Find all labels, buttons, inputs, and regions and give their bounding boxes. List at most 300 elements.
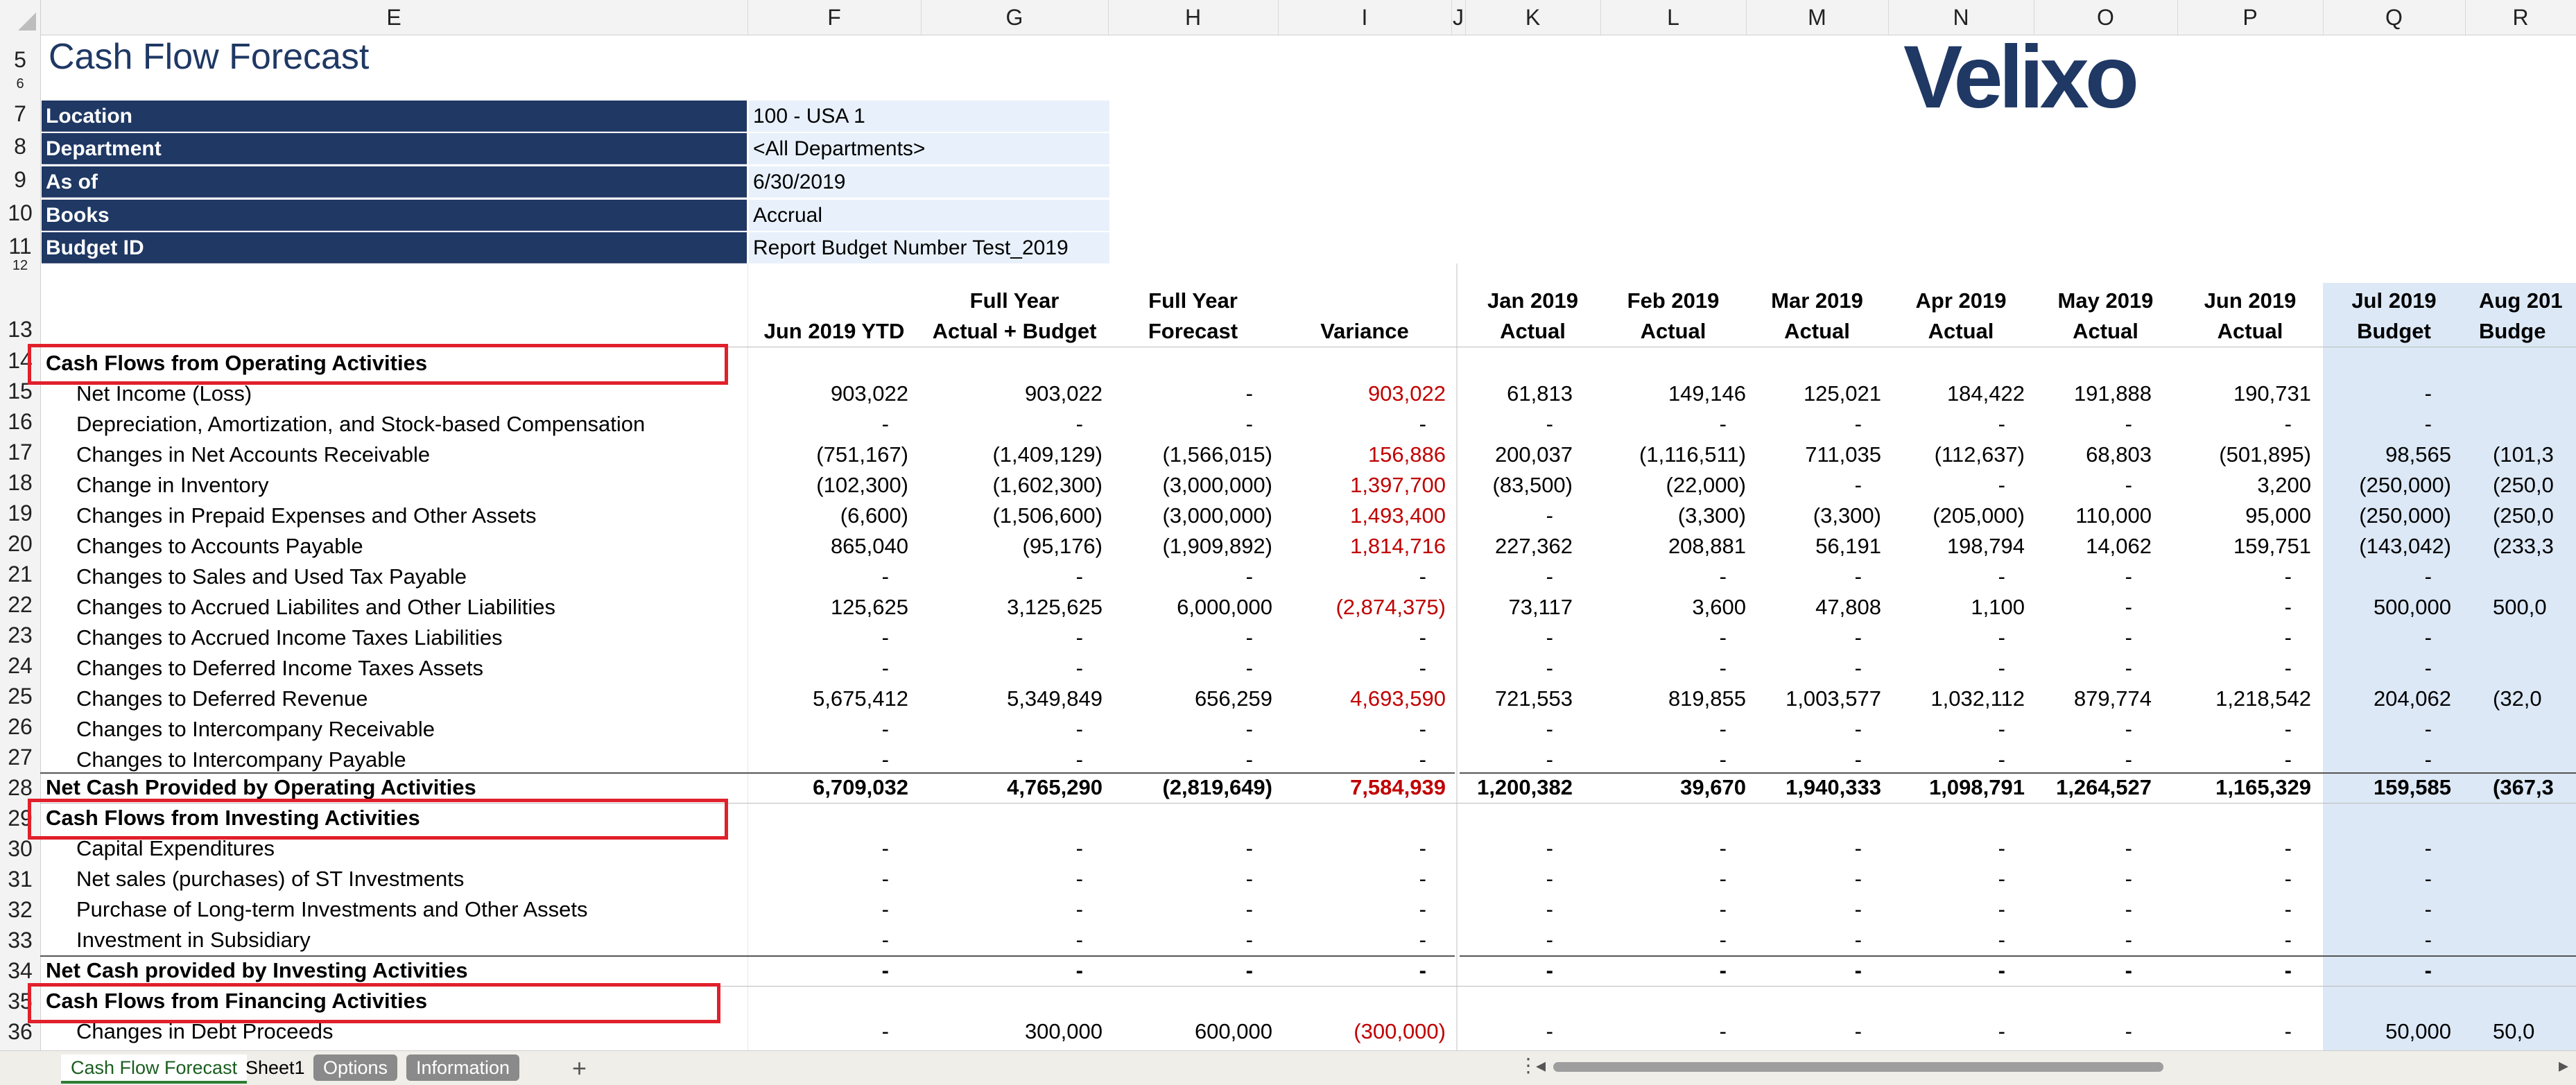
cell-value[interactable]: - [1998,747,2005,772]
cell-value[interactable]: 125,021 [1803,381,1881,406]
row-header[interactable]: 5 [14,47,26,72]
cell-value[interactable]: - [2125,412,2132,436]
row-header[interactable]: 14 [8,348,33,373]
cell-value[interactable]: - [1854,1019,1862,1043]
cell-value[interactable]: - [1075,836,1083,860]
cell-value[interactable]: (250,0 [2493,503,2554,528]
cell-value[interactable]: (1,566,015) [1162,442,1272,467]
cell-value[interactable]: - [1998,836,2005,860]
cell-value[interactable]: 903,022 [1367,381,1446,406]
cell-value[interactable]: - [1719,928,1727,952]
cell-value[interactable]: - [1998,564,2005,589]
cell-value[interactable]: 5,675,412 [813,686,908,711]
cell-value[interactable]: - [1075,958,1083,982]
cell-value[interactable]: 208,881 [1668,534,1746,558]
cell-value[interactable]: - [1854,897,1862,921]
cell-value[interactable]: - [1998,625,2005,650]
cell-value[interactable]: - [1854,412,1862,436]
row-header[interactable]: 29 [8,806,33,831]
column-header-m[interactable]: M [1746,0,1889,35]
cell-value[interactable]: 7,584,939 [1350,775,1446,799]
cell-value[interactable]: - [2125,717,2132,741]
row-header[interactable]: 17 [8,440,33,465]
cell-value[interactable]: (751,167) [816,442,908,467]
cell-value[interactable]: - [2125,867,2132,891]
cell-value[interactable]: - [881,717,889,741]
row-header[interactable]: 22 [8,592,33,617]
column-header-q[interactable]: Q [2323,0,2466,35]
cell-value[interactable]: - [1419,836,1426,860]
cell-value[interactable]: - [1546,503,1553,528]
cell-value[interactable]: - [2284,747,2292,772]
cell-value[interactable]: 6,000,000 [1177,595,1272,619]
cell-value[interactable]: - [1245,897,1253,921]
cell-value[interactable]: - [1854,656,1862,680]
cell-value[interactable]: - [1719,897,1727,921]
cell-value[interactable]: 1,940,333 [1786,775,1881,799]
table-row[interactable] [40,684,2576,714]
row-header[interactable]: 9 [14,167,26,192]
cell-value[interactable]: 1,032,112 [1930,686,2025,711]
cell-value[interactable]: - [1998,928,2005,952]
cell-value[interactable]: 159,751 [2233,534,2311,558]
row-header[interactable]: 7 [14,101,26,126]
cell-value[interactable]: 110,000 [2075,503,2152,528]
cell-value[interactable]: 14,062 [2086,534,2152,558]
cell-value[interactable]: - [1419,564,1426,589]
tab-information[interactable]: Information [406,1054,519,1081]
cell-value[interactable]: - [1245,747,1253,772]
tab-sheet1[interactable]: Sheet1 [245,1057,305,1078]
cell-value[interactable]: - [2424,897,2432,921]
cell-value[interactable]: (2,819,649) [1162,775,1272,799]
table-row[interactable] [40,745,2576,775]
cell-value[interactable]: 98,565 [2385,442,2451,467]
info-label-department[interactable]: Department [42,133,747,164]
table-row[interactable] [40,562,2576,592]
cell-value[interactable]: - [1546,564,1553,589]
cell-value[interactable]: - [1546,867,1553,891]
row-header[interactable]: 34 [8,958,33,983]
row-header[interactable]: 25 [8,684,33,709]
cell-value[interactable]: - [2125,625,2132,650]
table-row[interactable] [40,440,2576,470]
more-icon[interactable]: ⋮ [1519,1054,1538,1076]
row-header[interactable]: 31 [8,867,33,892]
cell-value[interactable]: - [1245,564,1253,589]
cell-value[interactable]: 3,125,625 [1007,595,1103,619]
cell-value[interactable]: - [1998,656,2005,680]
row-header[interactable]: 19 [8,501,33,526]
cell-value[interactable]: 1,264,527 [2056,775,2152,799]
cell-value[interactable]: - [1546,836,1553,860]
row-header[interactable]: 10 [8,200,33,225]
cell-value[interactable]: - [2284,625,2292,650]
cell-value[interactable]: - [2125,564,2132,589]
cell-value[interactable]: 819,855 [1668,686,1746,711]
cell-value[interactable]: - [1245,836,1253,860]
cell-value[interactable]: - [1075,625,1083,650]
cell-value[interactable]: - [2424,747,2432,772]
cell-value[interactable]: 721,553 [1494,686,1573,711]
info-label-location[interactable]: Location [42,101,747,132]
cell-value[interactable]: - [1998,717,2005,741]
row-header[interactable]: 33 [8,928,33,953]
cell-value[interactable]: - [1419,717,1426,741]
table-row[interactable] [40,470,2576,501]
cell-value[interactable]: - [2424,867,2432,891]
cell-value[interactable]: 500,000 [2373,595,2451,619]
cell-value[interactable]: 1,100 [1971,595,2025,619]
row-header[interactable]: 30 [8,836,33,861]
cell-value[interactable]: - [1854,625,1862,650]
cell-value[interactable]: 1,003,577 [1786,686,1881,711]
table-row[interactable] [40,894,2576,925]
column-header-f[interactable]: F [747,0,922,35]
cell-value[interactable]: - [1546,656,1553,680]
cell-value[interactable]: (83,500) [1492,473,1573,497]
info-label-books[interactable]: Books [42,200,747,231]
cell-value[interactable]: 159,585 [2373,775,2451,799]
cell-value[interactable]: (250,000) [2359,503,2451,528]
cell-value[interactable]: - [1419,897,1426,921]
table-row[interactable] [40,409,2576,440]
column-header-j[interactable]: J [1451,0,1466,35]
cell-value[interactable]: (102,300) [816,473,908,497]
cell-value[interactable]: - [1998,473,2005,497]
info-label-budget-id[interactable]: Budget ID [42,232,747,263]
column-header-o[interactable]: O [2034,0,2178,35]
cell-value[interactable]: 656,259 [1194,686,1272,711]
cell-value[interactable]: (3,000,000) [1162,473,1272,497]
row-header[interactable]: 35 [8,989,33,1014]
cell-value[interactable]: - [1719,717,1727,741]
cell-value[interactable]: - [1419,958,1426,982]
cell-value[interactable]: - [1419,747,1426,772]
scroll-right-icon[interactable]: ▸ [2559,1054,2569,1076]
cell-value[interactable]: - [1719,747,1727,772]
cell-value[interactable]: - [2424,717,2432,741]
cell-value[interactable]: 1,493,400 [1350,503,1446,528]
cell-value[interactable]: 190,731 [2233,381,2311,406]
cell-value[interactable]: (143,042) [2359,534,2451,558]
cell-value[interactable]: 50,0 [2493,1019,2535,1043]
cell-value[interactable]: - [2284,1019,2292,1043]
cell-value[interactable]: (250,000) [2359,473,2451,497]
cell-value[interactable]: - [2284,897,2292,921]
cell-value[interactable]: 600,000 [1194,1019,1272,1043]
column-header-l[interactable]: L [1600,0,1747,35]
cell-value[interactable]: 184,422 [1946,381,2025,406]
cell-value[interactable]: 1,098,791 [1929,775,2025,799]
column-header-p[interactable]: P [2177,0,2324,35]
cell-value[interactable]: - [1245,625,1253,650]
cell-value[interactable]: - [2284,867,2292,891]
cell-value[interactable]: 61,813 [1507,381,1573,406]
add-sheet-button[interactable]: + [572,1054,587,1082]
cell-value[interactable]: 500,0 [2493,595,2547,619]
cell-value[interactable]: - [881,656,889,680]
cell-value[interactable]: 3,600 [1692,595,1746,619]
cell-value[interactable]: 125,625 [830,595,908,619]
cell-value[interactable]: - [1075,412,1083,436]
cell-value[interactable]: 4,693,590 [1350,686,1446,711]
cell-value[interactable]: (205,000) [1933,503,2025,528]
row-header[interactable]: 16 [8,409,33,434]
cell-value[interactable]: - [1245,381,1253,406]
cell-value[interactable]: - [881,564,889,589]
cell-value[interactable]: 1,397,700 [1350,473,1446,497]
row-header[interactable]: 32 [8,897,33,922]
cell-value[interactable]: - [1854,717,1862,741]
cell-value[interactable]: 47,808 [1815,595,1881,619]
cell-value[interactable]: (367,3 [2493,775,2554,799]
cell-value[interactable]: 4,765,290 [1007,775,1103,799]
cell-value[interactable]: - [881,867,889,891]
row-header[interactable]: 8 [14,134,26,159]
cell-value[interactable]: - [1546,625,1553,650]
column-header-n[interactable]: N [1888,0,2034,35]
cell-value[interactable]: - [1719,958,1727,982]
cell-value[interactable]: - [1419,656,1426,680]
table-row[interactable] [40,925,2576,955]
cell-value[interactable]: - [2424,564,2432,589]
cell-value[interactable]: 156,886 [1367,442,1446,467]
cell-value[interactable]: - [1245,717,1253,741]
cell-value[interactable]: - [2424,412,2432,436]
cell-value[interactable]: 1,814,716 [1350,534,1446,558]
row-header[interactable]: 11 [8,234,32,259]
cell-value[interactable]: 1,165,329 [2215,775,2311,799]
info-value-as-of[interactable]: 6/30/2019 [749,166,1109,198]
cell-value[interactable]: - [1719,412,1727,436]
cell-value[interactable]: - [1075,747,1083,772]
cell-value[interactable]: - [2284,656,2292,680]
cell-value[interactable]: - [1854,473,1862,497]
cell-value[interactable]: - [2424,625,2432,650]
cell-value[interactable]: - [881,625,889,650]
cell-value[interactable]: - [881,836,889,860]
report-title[interactable]: Cash Flow Forecast [49,37,370,77]
cell-value[interactable]: - [1075,656,1083,680]
row-header[interactable]: 27 [8,745,33,770]
row-header[interactable]: 6 [16,76,24,92]
cell-value[interactable]: 95,000 [2245,503,2311,528]
cell-value[interactable]: - [1419,928,1426,952]
cell-value[interactable]: 3,200 [2257,473,2311,497]
cell-value[interactable]: - [2125,958,2132,982]
cell-value[interactable]: - [1719,625,1727,650]
row-header[interactable]: 13 [8,317,33,342]
cell-value[interactable]: - [2125,656,2132,680]
cell-value[interactable]: - [1419,867,1426,891]
tab-cash-flow-forecast[interactable]: Cash Flow Forecast [61,1054,247,1084]
table-row[interactable] [40,714,2576,745]
cell-value[interactable]: - [2284,717,2292,741]
cell-value[interactable]: - [1075,897,1083,921]
row-header[interactable]: 23 [8,623,33,648]
row-header[interactable]: 36 [8,1019,33,1044]
cell-value[interactable]: - [1998,958,2005,982]
cell-value[interactable]: - [1719,1019,1727,1043]
cell-value[interactable]: (1,116,511) [1639,442,1746,467]
cell-value[interactable]: 68,803 [2086,442,2152,467]
cell-value[interactable]: 5,349,849 [1007,686,1103,711]
cell-value[interactable]: - [1719,656,1727,680]
cell-value[interactable]: - [2125,473,2132,497]
table-row[interactable] [40,833,2576,864]
cell-value[interactable]: - [2284,595,2292,619]
table-row[interactable] [40,653,2576,684]
row-header[interactable]: 12 [12,258,28,273]
cell-value[interactable]: (1,506,600) [992,503,1103,528]
table-row[interactable] [40,864,2576,894]
cell-value[interactable]: - [1719,564,1727,589]
row-header[interactable]: 18 [8,470,33,495]
cell-value[interactable]: - [2424,958,2432,982]
cell-value[interactable]: 149,146 [1668,381,1746,406]
cell-value[interactable]: (300,000) [1354,1019,1446,1043]
row-header[interactable]: 15 [8,379,33,403]
column-header-e[interactable]: E [40,0,748,35]
column-header-h[interactable]: H [1108,0,1279,35]
cell-value[interactable]: (3,300) [1813,503,1881,528]
table-row[interactable] [40,379,2576,409]
cell-value[interactable]: (101,3 [2493,442,2554,467]
cell-value[interactable]: - [1245,958,1253,982]
cell-value[interactable]: - [1854,867,1862,891]
cell-value[interactable]: 6,709,032 [813,775,908,799]
table-row[interactable] [40,531,2576,562]
table-row[interactable] [40,501,2576,531]
scroll-left-icon[interactable]: ◂ [1536,1054,1546,1076]
cell-value[interactable]: (32,0 [2493,686,2542,711]
cell-value[interactable]: (95,176) [1022,534,1103,558]
cell-value[interactable]: - [1998,897,2005,921]
cell-value[interactable]: - [1854,928,1862,952]
cell-value[interactable]: - [1546,717,1553,741]
cell-value[interactable]: - [1998,412,2005,436]
cell-value[interactable]: - [2125,836,2132,860]
cell-value[interactable]: 200,037 [1494,442,1573,467]
select-all-corner[interactable] [0,0,41,35]
cell-value[interactable]: - [1546,747,1553,772]
cell-value[interactable]: - [1546,897,1553,921]
cell-value[interactable]: (1,602,300) [992,473,1103,497]
cell-value[interactable]: - [1854,836,1862,860]
row-header[interactable]: 24 [8,653,33,678]
cell-value[interactable]: 56,191 [1815,534,1881,558]
cell-value[interactable]: (2,874,375) [1335,595,1446,619]
cell-value[interactable]: - [1075,717,1083,741]
cell-value[interactable]: (3,300) [1677,503,1746,528]
cell-value[interactable]: - [1075,928,1083,952]
cell-value[interactable]: - [1719,867,1727,891]
cell-value[interactable]: - [881,897,889,921]
cell-value[interactable]: (501,895) [2219,442,2311,467]
cell-value[interactable]: - [2284,564,2292,589]
cell-value[interactable]: - [2424,836,2432,860]
cell-value[interactable]: 879,774 [2073,686,2152,711]
row-header[interactable]: 28 [8,775,33,800]
cell-value[interactable]: 191,888 [2073,381,2152,406]
info-label-as-of[interactable]: As of [42,166,747,198]
cell-value[interactable]: 227,362 [1494,534,1573,558]
cell-value[interactable]: - [2284,928,2292,952]
row-header[interactable]: 21 [8,562,33,587]
cell-value[interactable]: - [881,1019,889,1043]
cell-value[interactable]: - [1719,836,1727,860]
cell-value[interactable]: - [1419,412,1426,436]
info-value-department[interactable]: <All Departments> [749,133,1109,164]
cell-value[interactable]: (1,909,892) [1162,534,1272,558]
cell-value[interactable]: - [1854,564,1862,589]
total-row[interactable] [40,955,2576,986]
cell-value[interactable]: (250,0 [2493,473,2554,497]
cell-value[interactable]: - [881,928,889,952]
cell-value[interactable]: 1,200,382 [1477,775,1573,799]
info-value-budget-id[interactable]: Report Budget Number Test_2019 [749,232,1109,263]
table-row[interactable] [40,623,2576,653]
cell-value[interactable]: - [1245,656,1253,680]
cell-value[interactable]: (112,637) [1934,442,2025,467]
cell-value[interactable]: - [1546,412,1553,436]
cell-value[interactable]: - [881,412,889,436]
column-header-g[interactable]: G [921,0,1109,35]
cell-value[interactable]: 39,670 [1680,775,1746,799]
cell-value[interactable]: - [2284,412,2292,436]
cell-value[interactable]: - [2424,928,2432,952]
cell-value[interactable]: 73,117 [1508,595,1573,619]
cell-value[interactable]: - [1998,867,2005,891]
cell-value[interactable]: - [1998,1019,2005,1043]
cell-value[interactable]: - [2284,836,2292,860]
cell-value[interactable]: - [881,958,889,982]
cell-value[interactable]: - [881,747,889,772]
cell-value[interactable]: - [1075,867,1083,891]
cell-value[interactable]: - [1245,412,1253,436]
cell-value[interactable]: - [2125,928,2132,952]
cell-value[interactable]: - [1245,867,1253,891]
cell-value[interactable]: - [1546,958,1553,982]
cell-value[interactable]: 1,218,542 [2215,686,2311,711]
cell-value[interactable]: (3,000,000) [1162,503,1272,528]
cell-value[interactable]: 204,062 [2373,686,2451,711]
cell-value[interactable]: - [1419,625,1426,650]
info-value-location[interactable]: 100 - USA 1 [749,101,1109,132]
cell-value[interactable]: - [2424,381,2432,406]
cell-value[interactable]: - [1075,564,1083,589]
table-row[interactable] [40,592,2576,623]
cell-value[interactable]: - [2125,595,2132,619]
column-header-r[interactable]: R [2465,0,2576,35]
horizontal-scrollbar[interactable] [1553,1062,2163,1072]
cell-value[interactable]: 865,040 [830,534,908,558]
cell-value[interactable]: 903,022 [830,381,908,406]
info-value-books[interactable]: Accrual [749,200,1109,231]
cell-value[interactable]: - [1546,1019,1553,1043]
cell-value[interactable]: - [2424,656,2432,680]
cell-value[interactable]: - [2125,747,2132,772]
cell-value[interactable]: (1,409,129) [992,442,1103,467]
row-header[interactable]: 20 [8,531,33,556]
cell-value[interactable]: - [1854,747,1862,772]
tab-options[interactable]: Options [313,1054,397,1081]
cell-value[interactable]: (233,3 [2493,534,2554,558]
table-row[interactable] [40,1016,2576,1047]
cell-value[interactable]: - [2125,1019,2132,1043]
cell-value[interactable]: - [1546,928,1553,952]
